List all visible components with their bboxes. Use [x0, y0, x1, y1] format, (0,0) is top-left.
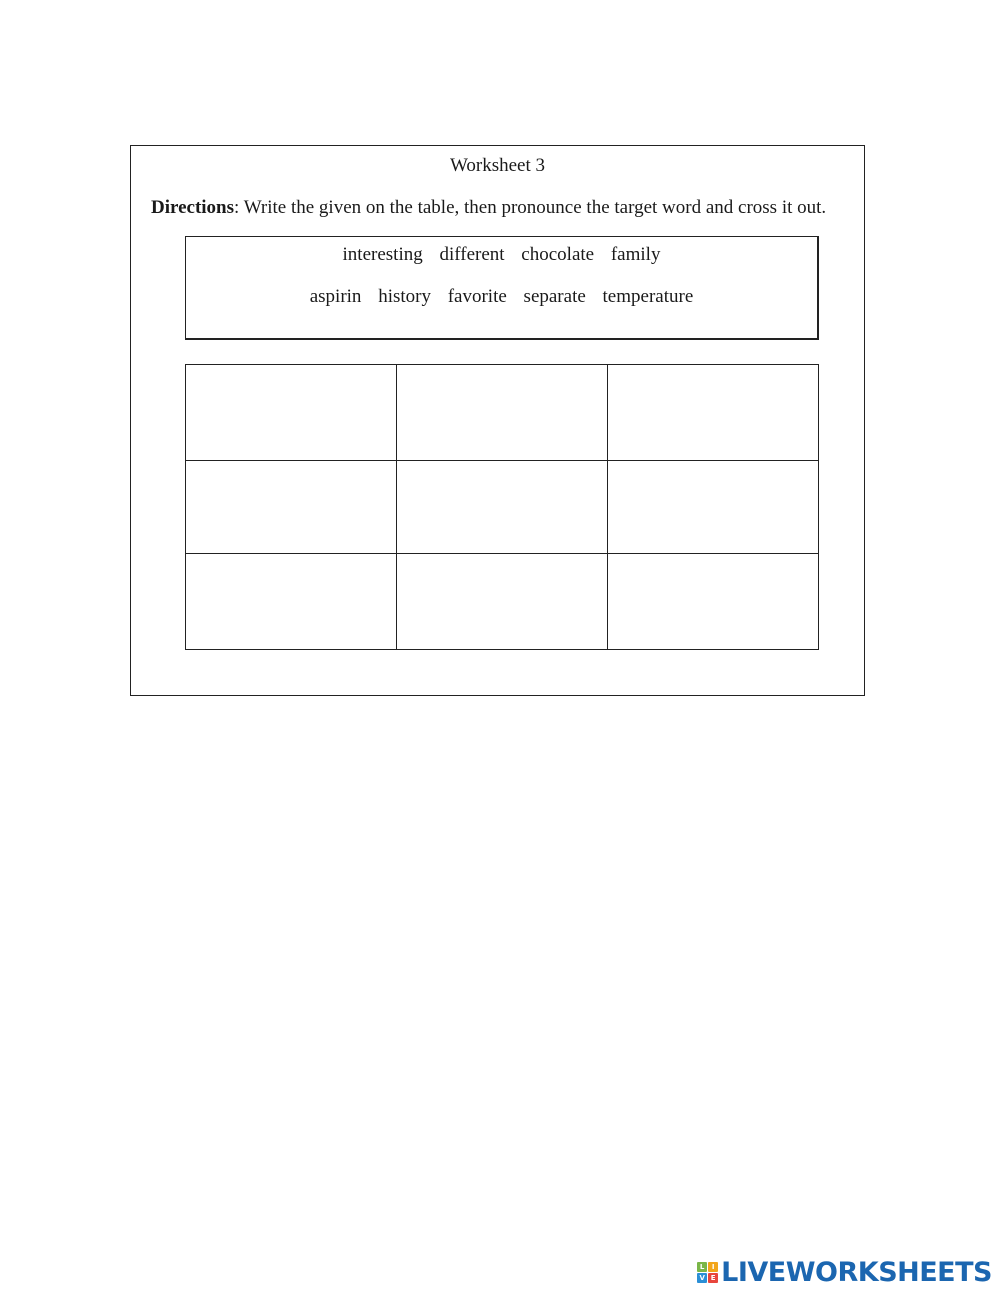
directions-text: : Write the given on the table, then pronounce the target word and cross it out. — [234, 197, 827, 218]
answer-cell[interactable] — [608, 554, 819, 650]
directions-label: Directions — [151, 197, 235, 218]
answer-cell[interactable] — [397, 365, 608, 461]
worksheet-frame — [130, 145, 865, 696]
word-bank-row-1 — [186, 243, 817, 267]
word-bank-word: different — [439, 244, 505, 265]
answer-row — [186, 461, 819, 554]
answer-cell[interactable] — [608, 365, 819, 461]
answer-cell[interactable] — [608, 461, 819, 554]
answer-cell[interactable] — [186, 365, 397, 461]
logo-badge-letter: I — [708, 1262, 718, 1272]
word-bank-word: aspirin — [309, 286, 362, 307]
word-bank-word: chocolate — [521, 244, 595, 265]
answer-cell[interactable] — [186, 554, 397, 650]
directions — [151, 196, 854, 220]
answer-row — [186, 365, 819, 461]
word-bank-word: history — [378, 286, 431, 307]
word-bank-word: temperature — [602, 286, 694, 307]
logo-badge-letter: L — [697, 1262, 707, 1272]
word-bank-word: separate — [523, 286, 586, 307]
word-bank — [185, 236, 819, 340]
word-bank-word: family — [610, 244, 661, 265]
logo-badge-letter: V — [697, 1273, 707, 1283]
answer-table — [185, 364, 819, 650]
logo-badge-letter: E — [708, 1273, 718, 1283]
answer-cell[interactable] — [186, 461, 397, 554]
logo-text: LIVEWORKSHEETS — [721, 1256, 992, 1288]
word-bank-row-2 — [186, 285, 817, 309]
answer-cell[interactable] — [397, 554, 608, 650]
answer-cell[interactable] — [397, 461, 608, 554]
word-bank-word: favorite — [447, 286, 507, 307]
answer-row — [186, 554, 819, 650]
liveworksheets-logo[interactable] — [697, 1257, 992, 1287]
logo-badge-icon — [697, 1262, 718, 1283]
word-bank-word: interesting — [342, 244, 423, 265]
worksheet-title: Worksheet 3 — [449, 155, 546, 176]
